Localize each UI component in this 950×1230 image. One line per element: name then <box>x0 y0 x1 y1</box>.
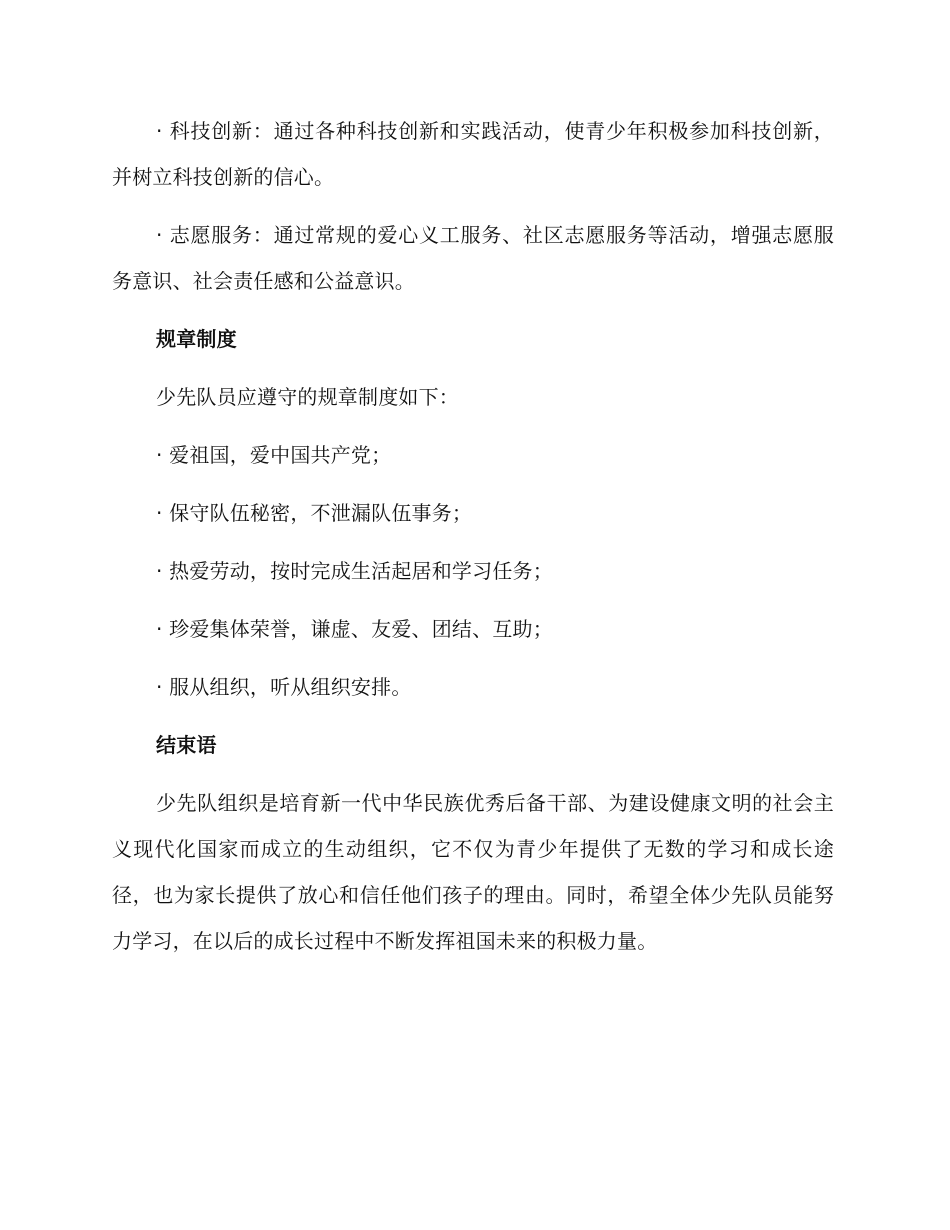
bullet-tech-innovation: · 科技创新：通过各种科技创新和实践活动，使青少年积极参加科技创新，并树立科技创新的信心。 <box>112 119 834 189</box>
section-heading-rules: 规章制度 <box>156 327 237 351</box>
conclusion-paragraph: 少先队组织是培育新一代中华民族优秀后备干部、为建设健康文明的社会主义现代化国家而成立的生动组织，它不仅为青少年提供了无数的学习和成长途径，也为家长提供了放心和信任他们孩子的理由。同时，希望全体少先队员能努力学习，在以后的成长过程中不断发挥祖国未来的积极力量。 <box>112 791 834 953</box>
rule-item: · 保守队伍秘密，不泄漏队伍事务； <box>156 501 473 525</box>
document-page <box>112 108 834 976</box>
rules-intro: 少先队员应遵守的规章制度如下： <box>156 385 459 409</box>
rule-item: · 热爱劳动，按时完成生活起居和学习任务； <box>156 559 553 583</box>
section-heading-conclusion: 结束语 <box>156 733 217 757</box>
bullet-volunteer-service: · 志愿服务：通过常规的爱心义工服务、社区志愿服务等活动，增强志愿服务意识、社会责任感和公益意识。 <box>112 223 834 293</box>
rule-item: · 爱祖国，爱中国共产党； <box>156 443 392 467</box>
rule-item: · 服从组织，听从组织安排。 <box>156 675 412 699</box>
rule-item: · 珍爱集体荣誉，谦虚、友爱、团结、互助； <box>156 617 553 641</box>
